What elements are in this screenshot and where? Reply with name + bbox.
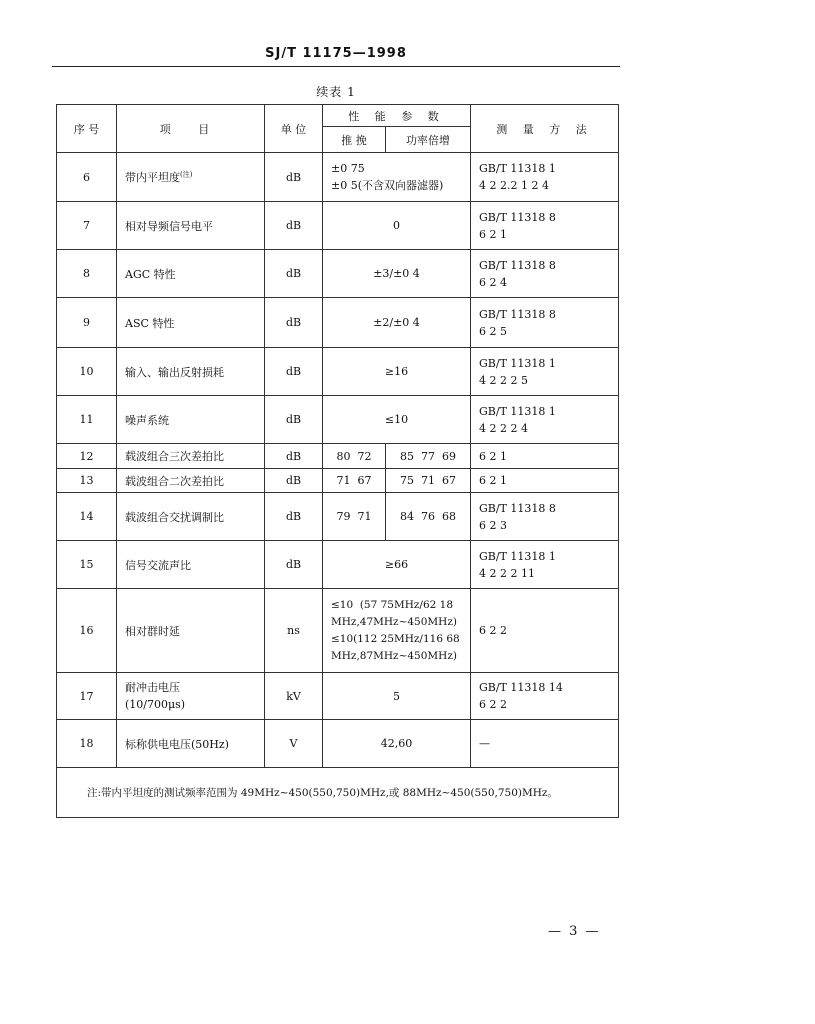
row-param	[323, 589, 471, 673]
row-no: 7	[57, 202, 117, 250]
row-item: 噪声系统	[117, 396, 265, 444]
header-row	[57, 105, 619, 127]
row-no: 12	[57, 444, 117, 469]
table-row	[57, 153, 619, 202]
row-unit: dB	[265, 153, 323, 202]
param-line: MHz,87MHz~450MHz)	[331, 649, 457, 662]
method-line: GB/T 11318 14	[479, 681, 563, 694]
row-no: 18	[57, 720, 117, 768]
header-rule	[52, 66, 620, 67]
param-line: ≤10(112 25MHz/116 68	[331, 632, 460, 645]
method-line: GB/T 11318 1	[479, 549, 556, 563]
row-power: 84 76 68	[386, 493, 471, 541]
row-item: 信号交流声比	[117, 541, 265, 589]
row-push: 80 72	[323, 444, 386, 469]
method-line: GB/T 11318 8	[479, 501, 556, 515]
row-no: 16	[57, 589, 117, 673]
row-param	[323, 153, 471, 202]
col-header-power: 功率倍增	[386, 127, 471, 153]
row-unit: dB	[265, 202, 323, 250]
row-no: 11	[57, 396, 117, 444]
method-line: GB/T 11318 8	[479, 210, 556, 224]
row-no: 15	[57, 541, 117, 589]
row-item: 相对导频信号电平	[117, 202, 265, 250]
row-method	[471, 396, 619, 444]
method-line: 6 2 1	[479, 227, 507, 241]
row-unit: dB	[265, 444, 323, 469]
row-method	[471, 202, 619, 250]
row-param: 42,60	[323, 720, 471, 768]
method-line: GB/T 11318 1	[479, 162, 556, 175]
row-item: 相对群时延	[117, 589, 265, 673]
row-method: 6 2 2	[471, 589, 619, 673]
row-item: 标称供电电压(50Hz)	[117, 720, 265, 768]
method-line: GB/T 11318 1	[479, 404, 556, 418]
table-row	[57, 298, 619, 348]
row-param: 5	[323, 673, 471, 720]
col-header-seq: 序 号	[57, 105, 117, 153]
row-method: 6 2 1	[471, 444, 619, 469]
method-line: 6 2 5	[479, 324, 507, 338]
row-no: 17	[57, 673, 117, 720]
method-line: GB/T 11318 8	[479, 258, 556, 272]
row-item: ASC 特性	[117, 298, 265, 348]
method-line: 6 2 4	[479, 275, 507, 289]
row-unit: dB	[265, 348, 323, 396]
table-row	[57, 250, 619, 298]
row-unit: kV	[265, 673, 323, 720]
method-line: 4 2 2.2 1 2 4	[479, 179, 549, 192]
param-line: ±0 75	[331, 162, 365, 175]
row-item	[117, 673, 265, 720]
row-item: AGC 特性	[117, 250, 265, 298]
row-no: 9	[57, 298, 117, 348]
row-no: 13	[57, 469, 117, 493]
document-code: SJ/T 11175—1998	[265, 46, 407, 61]
row-method	[471, 673, 619, 720]
method-line: GB/T 11318 1	[479, 356, 556, 370]
row-param: ≥16	[323, 348, 471, 396]
table-row	[57, 673, 619, 720]
row-param: ≤10	[323, 396, 471, 444]
table-row	[57, 720, 619, 768]
spec-table	[56, 104, 619, 818]
page-number: — 3 —	[548, 924, 601, 939]
method-line: 6 2 2	[479, 698, 507, 711]
row-item-text: 带内平坦度	[125, 171, 180, 184]
table-row	[57, 396, 619, 444]
row-method	[471, 298, 619, 348]
table-row	[57, 541, 619, 589]
row-no: 6	[57, 153, 117, 202]
note-marker: (注)	[180, 170, 193, 179]
row-push: 71 67	[323, 469, 386, 493]
row-item: 载波组合三次差拍比	[117, 444, 265, 469]
table-row	[57, 469, 619, 493]
row-unit: dB	[265, 250, 323, 298]
table-row	[57, 589, 619, 673]
row-unit: dB	[265, 493, 323, 541]
row-push: 79 71	[323, 493, 386, 541]
row-unit: dB	[265, 298, 323, 348]
method-line: 4 2 2 2 4	[479, 421, 528, 435]
table-note: 注:带内平坦度的测试频率范围为 49MHz~450(550,750)MHz,或 88MHz~450(550,750)MHz。	[57, 768, 619, 818]
row-unit: dB	[265, 541, 323, 589]
row-power: 75 71 67	[386, 469, 471, 493]
row-no: 14	[57, 493, 117, 541]
method-line: 4 2 2 2 11	[479, 566, 535, 580]
col-header-perf: 性 能 参 数	[323, 105, 471, 127]
row-param: ±2/±0 4	[323, 298, 471, 348]
method-line: 6 2 3	[479, 518, 507, 532]
row-item: 载波组合二次差拍比	[117, 469, 265, 493]
item-line: (10/700μs)	[125, 698, 186, 711]
method-line: GB/T 11318 8	[479, 307, 556, 321]
method-line: 4 2 2 2 5	[479, 373, 528, 387]
row-method: 6 2 1	[471, 469, 619, 493]
col-header-item: 项 目	[117, 105, 265, 153]
row-unit: dB	[265, 396, 323, 444]
row-no: 10	[57, 348, 117, 396]
col-header-method: 测 量 方 法	[471, 105, 619, 153]
col-header-push: 推 挽	[323, 127, 386, 153]
row-param: ≥66	[323, 541, 471, 589]
row-method: —	[471, 720, 619, 768]
row-method	[471, 153, 619, 202]
table-row	[57, 202, 619, 250]
row-param: ±3/±0 4	[323, 250, 471, 298]
table-row	[57, 444, 619, 469]
param-line: ≤10 (57 75MHz/62 18	[331, 598, 454, 611]
table-row	[57, 493, 619, 541]
row-method	[471, 493, 619, 541]
param-line: ±0 5(不含双向器滤器)	[331, 179, 444, 192]
row-unit: V	[265, 720, 323, 768]
row-method	[471, 541, 619, 589]
row-power: 85 77 69	[386, 444, 471, 469]
row-item	[117, 153, 265, 202]
param-line: MHz,47MHz~450MHz)	[331, 615, 457, 628]
row-item: 输入、输出反射损耗	[117, 348, 265, 396]
row-item: 载波组合交扰调制比	[117, 493, 265, 541]
row-method	[471, 348, 619, 396]
item-line: 耐冲击电压	[125, 681, 180, 694]
table-caption: 续表 1	[316, 85, 356, 99]
row-unit: ns	[265, 589, 323, 673]
row-method	[471, 250, 619, 298]
row-param: 0	[323, 202, 471, 250]
row-unit: dB	[265, 469, 323, 493]
row-no: 8	[57, 250, 117, 298]
table-row	[57, 348, 619, 396]
note-row	[57, 768, 619, 818]
col-header-unit: 单 位	[265, 105, 323, 153]
